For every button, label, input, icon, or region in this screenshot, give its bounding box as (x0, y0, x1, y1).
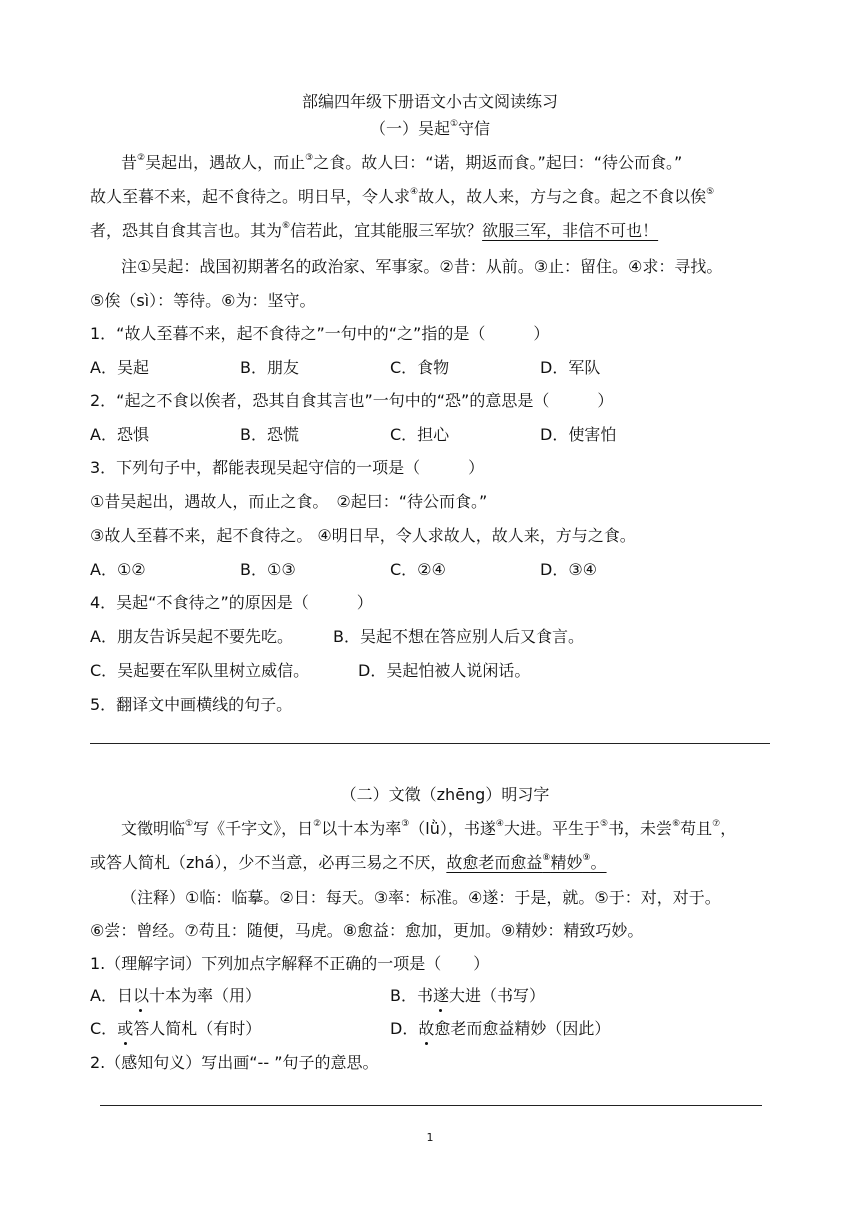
q1-option-b: B．朋友 (240, 358, 299, 377)
emphasis-dot-char: 以 (132, 986, 149, 1005)
passage-2-line-1: 文徵明临①写《千字文》，日②以十本为率③（lǜ），书遂④大进。平生于⑤书，未尝⑥苟且⑦， (121, 818, 737, 838)
q3-sentences-2: ③故人至暮不来，起不食待之。 ④明日早，令人求故人，故人来，方与之食。 (90, 526, 636, 545)
s2-q1-option-a: A．日以十本为率（用） (90, 986, 261, 1005)
passage-1-note-line-2: ⑤俟（sì）：等待。⑥为：坚守。 (90, 291, 316, 310)
s2-q1-option-b: B．书遂大进（书写） (390, 986, 546, 1005)
emphasis-dot-char: 故 (418, 1019, 435, 1038)
q1-option-a: A．吴起 (90, 358, 149, 377)
question-2: 2．“起之不食以俟者，恐其自食其言也”一句中的“恐”的意思是（ ） (90, 391, 614, 410)
section-1-heading: （一）吴起①守信 (369, 118, 491, 138)
q3-option-d: D．③④ (540, 560, 598, 579)
passage-1-line-2: 故人至暮不来，起不食待之。明日早，令人求④故人，故人来，方与之食。起之不食以俟⑤ (90, 186, 715, 206)
passage-2-note-line-1: （注释）①临：临摹。②日：每天。③率：标准。④遂：于是，就。⑤于：对，对于。 (121, 888, 721, 907)
section-2-heading: （二）文徵（zhēng）明习字 (340, 785, 550, 804)
s2-q1-option-d: D．故愈老而愈益精妙（因此） (390, 1019, 611, 1038)
s2-q1-option-c: C．或答人简札（有时） (90, 1019, 262, 1038)
answer-line-2 (100, 1105, 762, 1106)
emphasis-dot-char: 或 (117, 1019, 134, 1038)
q3-sentences-1: ①昔吴起出，遇故人，而止之食。 ②起曰：“待公而食。” (90, 492, 488, 511)
q4-option-b: B．吴起不想在答应别人后又食言。 (333, 627, 584, 646)
q4-option-d: D．吴起怕被人说闲话。 (358, 661, 531, 680)
q1-option-c: C．食物 (390, 358, 450, 377)
question-1: 1．“故人至暮不来，起不食待之”一句中的“之”指的是（ ） (90, 324, 550, 343)
underlined-sentence-2: 故愈老而愈益⑧精妙⑨。 (446, 852, 607, 872)
q2-option-b: B．恐慌 (240, 425, 299, 444)
underlined-sentence: 欲服三军，非信不可也！ (482, 221, 659, 240)
q2-option-a: A．恐惧 (90, 425, 149, 444)
question-5: 5．翻译文中画横线的句子。 (90, 695, 293, 714)
document-title: 部编四年级下册语文小古文阅读练习 (301, 92, 558, 111)
passage-1-line-3: 者，恐其自食其言也。其为⑥信若此，宜其能服三军欤？欲服三军，非信不可也！ (90, 220, 659, 240)
s2-question-2: 2.（感知句义）写出画“-- ”句子的意思。 (90, 1053, 379, 1072)
q3-option-b: B．①③ (240, 560, 296, 579)
question-4: 4．吴起“不食待之”的原因是（ ） (90, 593, 373, 612)
q2-option-c: C．担心 (390, 425, 450, 444)
page-number: 1 (426, 1131, 434, 1144)
q3-option-a: A．①② (90, 560, 146, 579)
q4-option-c: C．吴起要在军队里树立威信。 (90, 661, 310, 680)
passage-1-line-1: 昔②吴起出，遇故人，而止③之食。故人曰：“诺，期返而食。”起曰：“待公而食。” (121, 152, 683, 172)
passage-1-note-line-1: 注①吴起：战国初期著名的政治家、军事家。②昔：从前。③止：留住。④求：寻找。 (121, 257, 723, 276)
emphasis-dot-char: 遂 (432, 986, 449, 1005)
answer-line-1 (90, 743, 770, 744)
q3-option-c: C．②④ (390, 560, 446, 579)
passage-2-note-line-2: ⑥尝：曾经。⑦苟且：随便，马虎。⑧愈益：愈加，更加。⑨精妙：精致巧妙。 (90, 921, 644, 940)
q1-option-d: D．军队 (540, 358, 601, 377)
q2-option-d: D．使害怕 (540, 425, 617, 444)
q4-option-a: A．朋友告诉吴起不要先吃。 (90, 627, 293, 646)
question-3: 3．下列句子中，都能表现吴起守信的一项是（ ） (90, 458, 485, 477)
passage-2-line-2: 或答人简札（zhá），少不当意，必再三易之不厌，故愈老而愈益⑧精妙⑨。 (90, 852, 607, 872)
s2-question-1: 1.（理解字词）下列加点字解释不正确的一项是（ ） (90, 954, 490, 973)
